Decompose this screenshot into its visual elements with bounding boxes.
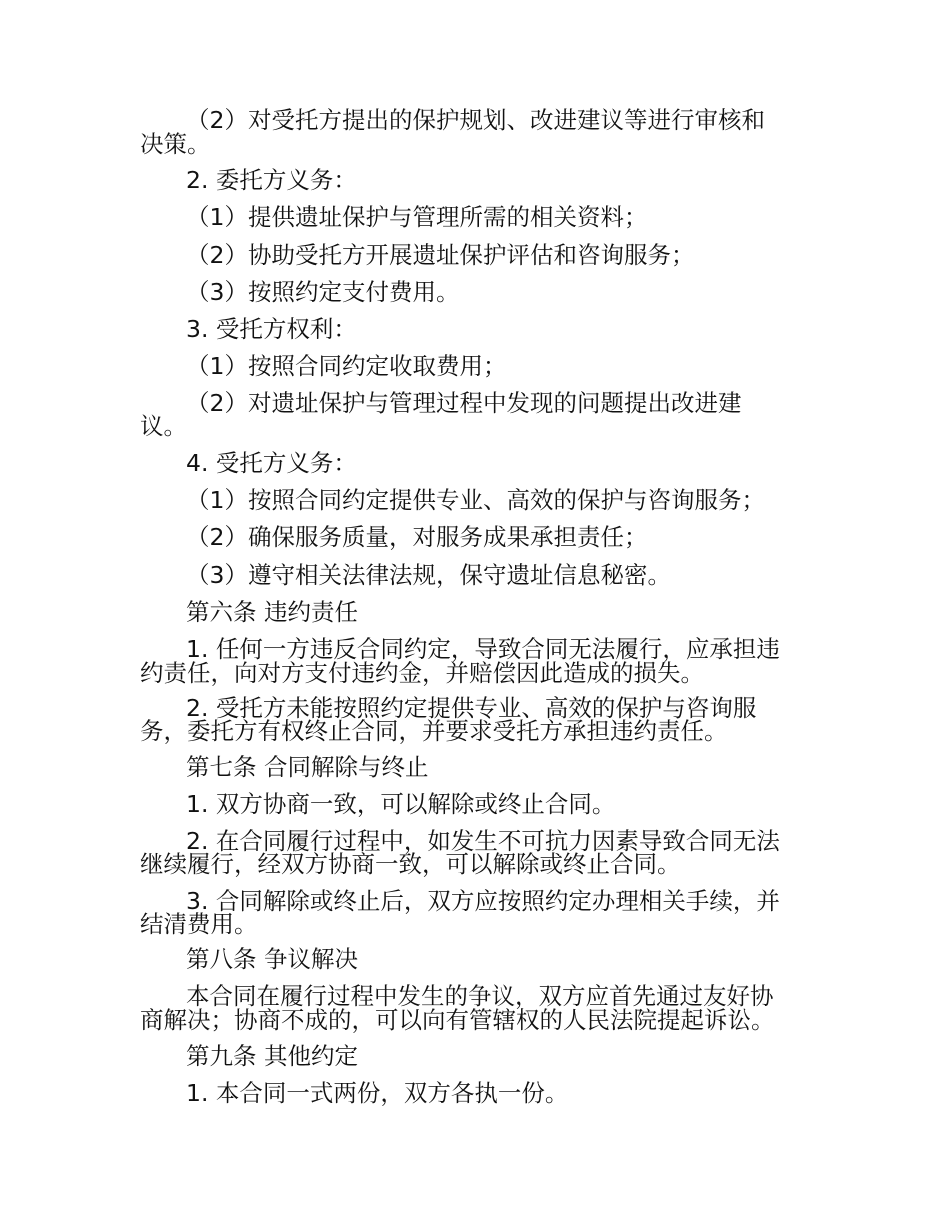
text-line-14: （3）遵守相关法律法规，保守遗址信息秘密。: [186, 561, 671, 589]
text-line-2: 决策。: [140, 130, 211, 158]
text-line-10: 议。: [140, 412, 187, 440]
text-line-4: （1）提供遗址保护与管理所需的相关资料；: [186, 203, 648, 231]
text-line-5: （2）协助受托方开展遗址保护评估和咨询服务；: [186, 241, 695, 269]
text-line-12: （1）按照合同约定提供专业、高效的保护与咨询服务；: [186, 486, 765, 514]
text-line-25: 结清费用。: [140, 910, 258, 938]
text-line-3: 2. 委托方义务：: [186, 166, 357, 194]
text-line-28: 商解决；协商不成的，可以向有管辖权的人民法院提起诉讼。: [140, 1006, 775, 1034]
text-line-23: 继续履行，经双方协商一致，可以解除或终止合同。: [140, 850, 681, 878]
text-line-30: 1. 本合同一式两份，双方各执一份。: [186, 1079, 569, 1107]
text-line-11: 4. 受托方义务：: [186, 449, 357, 477]
text-line-8: （1）按照合同约定收取费用；: [186, 352, 507, 380]
section-heading-9: 第九条 其他约定: [186, 1042, 358, 1070]
section-heading-8: 第八条 争议解决: [186, 945, 358, 973]
text-line-1: （2）对受托方提出的保护规划、改进建议等进行审核和: [186, 106, 765, 134]
text-line-18: 2. 受托方未能按照约定提供专业、高效的保护与咨询服: [186, 694, 757, 722]
section-heading-7: 第七条 合同解除与终止: [186, 753, 429, 781]
text-line-19: 务，委托方有权终止合同，并要求受托方承担违约责任。: [140, 717, 728, 745]
section-heading-6: 第六条 违约责任: [186, 598, 358, 626]
text-line-6: （3）按照约定支付费用。: [186, 278, 460, 306]
text-line-17: 约责任，向对方支付违约金，并赔偿因此造成的损失。: [140, 659, 704, 687]
text-line-22: 2. 在合同履行过程中，如发生不可抗力因素导致合同无法: [186, 827, 780, 855]
text-line-24: 3. 合同解除或终止后，双方应按照约定办理相关手续，并: [186, 887, 780, 915]
text-line-21: 1. 双方协商一致，可以解除或终止合同。: [186, 790, 616, 818]
text-line-9: （2）对遗址保护与管理过程中发现的问题提出改进建: [186, 389, 742, 417]
text-line-16: 1. 任何一方违反合同约定，导致合同无法履行，应承担违: [186, 635, 780, 663]
text-line-7: 3. 受托方权利：: [186, 315, 357, 343]
text-line-27: 本合同在履行过程中发生的争议，双方应首先通过友好协: [186, 982, 774, 1010]
text-line-13: （2）确保服务质量，对服务成果承担责任；: [186, 523, 648, 551]
